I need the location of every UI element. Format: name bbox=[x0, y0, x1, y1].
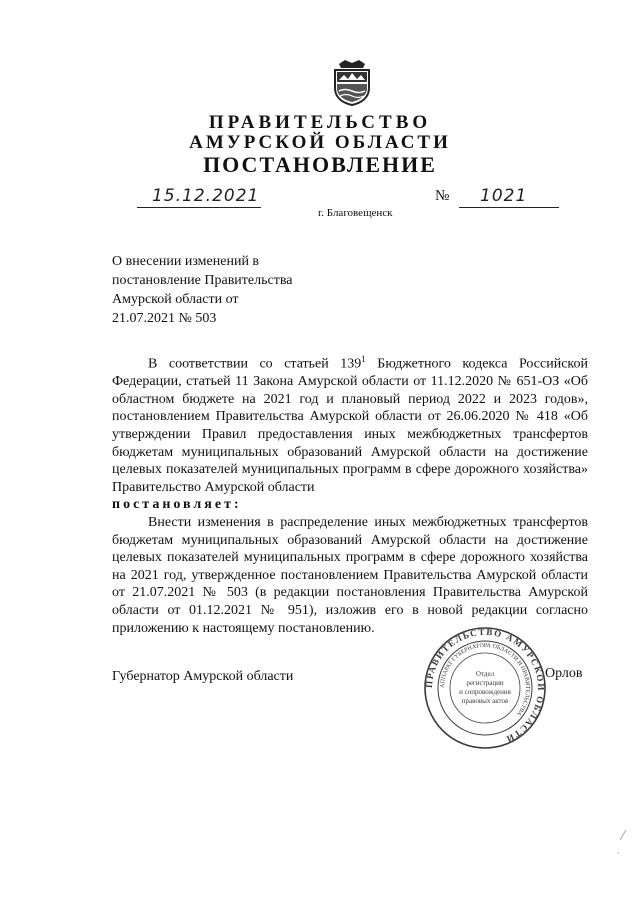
number-sign: № bbox=[435, 188, 450, 204]
date-underline bbox=[137, 207, 261, 208]
header-line-1: ПРАВИТЕЛЬСТВО bbox=[208, 112, 432, 133]
document-type-title: ПОСТАНОВЛЕНИЕ bbox=[203, 152, 437, 177]
date-handwritten: 15.12.2021 bbox=[152, 186, 260, 206]
number-underline bbox=[459, 207, 559, 208]
preamble-paragraph bbox=[112, 351, 588, 496]
subject-block bbox=[112, 252, 352, 328]
preamble-text-start: В соответствии со статьей 139 bbox=[148, 356, 362, 372]
body-text bbox=[112, 351, 588, 637]
stamp-outer-text: ПРАВИТЕЛЬСТВО АМУРСКОЙ ОБЛАСТИ bbox=[423, 626, 547, 745]
coat-of-arms-icon bbox=[331, 58, 373, 106]
signatory-position: Губернатор Амурской области bbox=[112, 669, 294, 684]
article-superscript: 1 bbox=[361, 354, 366, 364]
stamp-center-line: Отдел bbox=[475, 670, 495, 678]
subject-line: О внесении изменений в bbox=[112, 254, 260, 269]
decision-paragraph: Внести изменения в распределение иных межбюджетных трансфертов бюджетам муниципальных образований Амурской области на достижение целевых показателей муниципальных программ в сфере дорожного хозяйства на 2021 год, утвержденное постановлением Правительства Амурской области от 21.07.2021 № 503 (в редакции постановления Правительства Амурской области от 01.12.2021 № 951), изложив его в новой редакции согласно приложению к настоящему постановлению. bbox=[112, 515, 588, 636]
stamp-center-line: регистрации bbox=[466, 679, 504, 687]
number-handwritten: 1021 bbox=[480, 186, 528, 206]
stamp-inner-text: АППАРАТ ГУБЕРНАТОРА ОБЛАСТИ И ПРАВИТЕЛЬСТВА bbox=[439, 642, 531, 717]
subject-line: постановление Правительства bbox=[112, 273, 293, 288]
preamble-text-end: Бюджетного кодекса Российской Федерации, статьей 11 Закона Амурской области от 11.12.2020 № 651-ОЗ «Об областном бюджете на 2021 год и плановый период 2022 и 2023 годов», постановлением Правительства Амурской области от 26.06.2020 № 418 «Об утверждении Правил предоставления иных межбюджетных трансфертов бюджетам муниципальных образований Амурской области на достижение целевых показателей муниципальных программ в сфере дорожного хозяйства» Правительство Амурской области bbox=[112, 356, 588, 495]
city: г. Благовещенск bbox=[318, 207, 393, 219]
subject-line: 21.07.2021 № 503 bbox=[112, 311, 217, 326]
official-stamp bbox=[423, 626, 547, 750]
subject-line: Амурской области от bbox=[112, 292, 239, 307]
pen-mark-icon bbox=[612, 828, 632, 858]
stamp-center-line: правовых актов bbox=[461, 697, 509, 705]
signatory-name: Орлов bbox=[545, 666, 583, 681]
decree-word: постановляет: bbox=[112, 497, 242, 513]
stamp-center-line: и сопровождения bbox=[459, 688, 511, 696]
header-line-2: АМУРСКОЙ ОБЛАСТИ bbox=[189, 132, 451, 153]
